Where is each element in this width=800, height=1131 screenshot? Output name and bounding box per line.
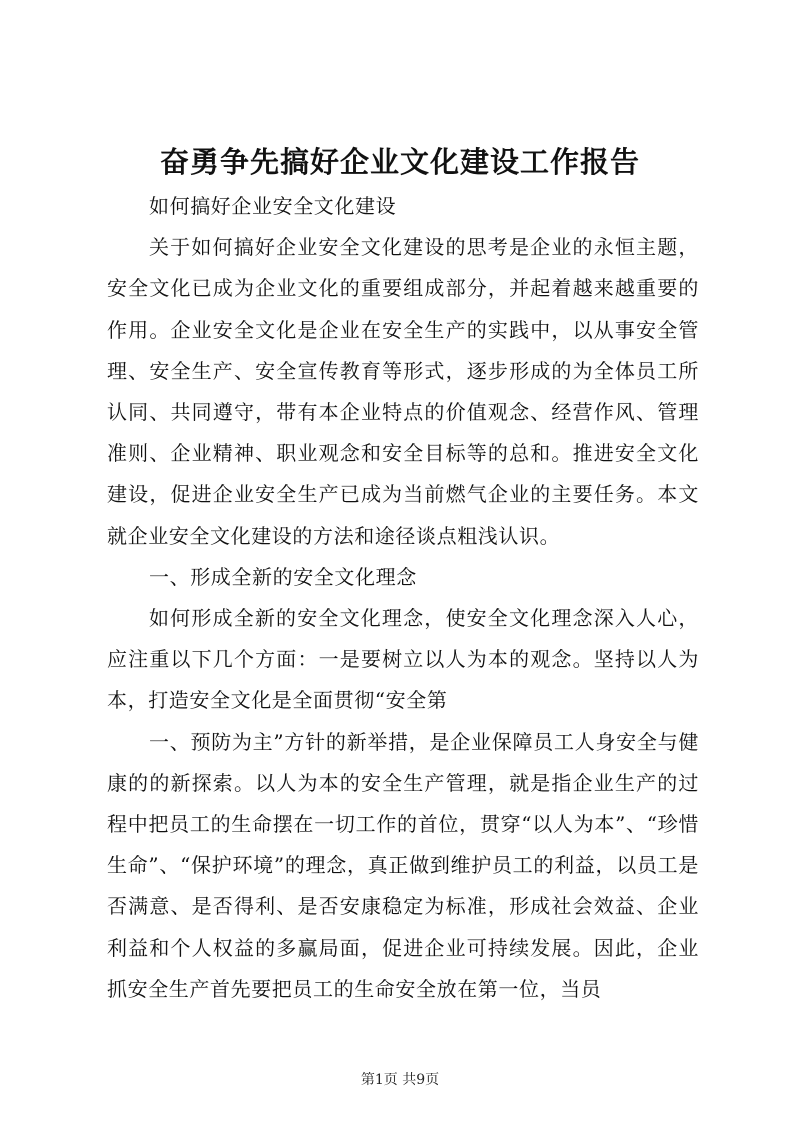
document-title: 奋勇争先搞好企业文化建设工作报告 <box>159 145 640 179</box>
page-footer: 第1页 共9页 <box>360 1072 440 1088</box>
document-body <box>107 186 699 1010</box>
paragraph-2: 如何形成全新的安全文化理念，使安全文化理念深入人心，应注重以下几个方面：一是要树立以人为本的观念。坚持以人为本，打造安全文化是全面贯彻“安全第 <box>107 606 699 713</box>
section-subtitle: 如何搞好企业安全文化建设 <box>149 194 397 218</box>
paragraph-1: 关于如何搞好企业安全文化建设的思考是企业的永恒主题，安全文化已成为企业文化的重要组成部分，并起着越来越重要的作用。企业安全文化是企业在安全生产的实践中，以从事安全管理、安全生产、安全宣传教育等形式，逐步形成的为全体员工所认同、共同遵守，带有本企业特点的价值观念、经营作风、管理准则、企业精神、职业观念和安全目标等的总和。推进安全文化建设，促进企业安全生产已成为当前燃气企业的主要任务。本文就企业安全文化建设的方法和途径谈点粗浅认识。 <box>107 235 699 548</box>
section-heading-1: 一、形成全新的安全文化理念 <box>149 564 417 589</box>
paragraph-3: 一、预防为主”方针的新举措，是企业保障员工人身安全与健康的的新探索。以人为本的安全生产管理，就是指企业生产的过程中把员工的生命摆在一切工作的首位，贯穿“以人为本”、“珍惜生命”、“保护环境”的理念，真正做到维护员工的利益，以员工是否满意、是否得利、是否安康稳定为标准，形成社会效益、企业利益和个人权益的多赢局面，促进企业可持续发展。因此，企业抓安全生产首先要把员工的生命安全放在第一位，当员 <box>107 729 699 1001</box>
